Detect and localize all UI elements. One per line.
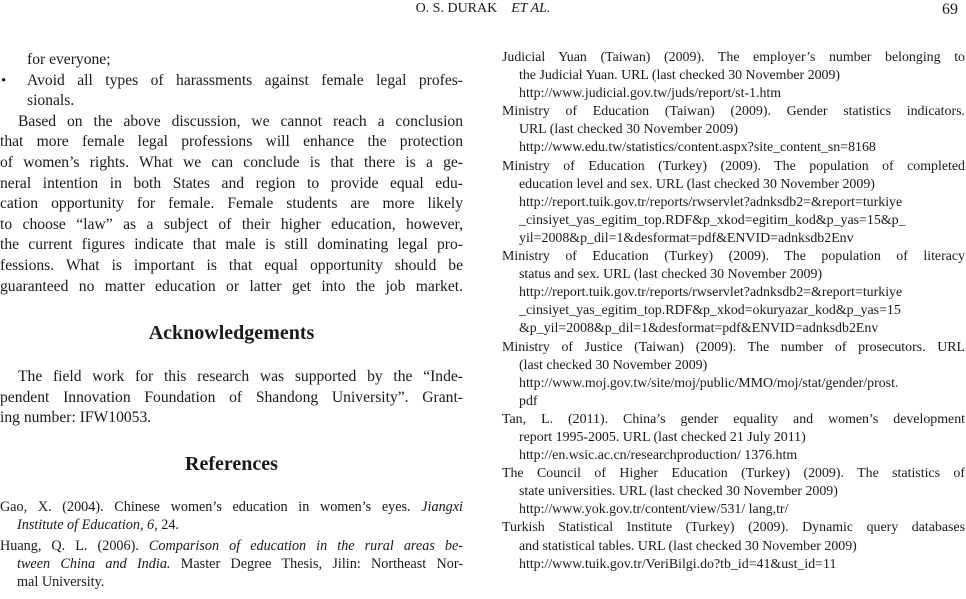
references-heading: References xyxy=(185,452,278,475)
reference-text: Master Degree Thesis, Jilin: Northeast Nor- xyxy=(170,556,463,573)
reference-url: http://www.tuik.gov.tr/VeriBilgi.do?tb_id=41&ust_id=11 xyxy=(519,556,837,572)
paragraph-line: pendent Innovation Foundation of Shandong University”. Grant- xyxy=(0,388,463,406)
acknowledgements-paragraph xyxy=(0,367,463,429)
reference-line xyxy=(0,498,463,516)
reference-entry xyxy=(502,103,965,157)
acknowledgements-heading: Acknowledgements xyxy=(148,322,315,345)
reference-text: Huang, Q. L. (2006). xyxy=(0,537,149,554)
reference-url: http://www.edu.tw/statistics/content.aspx?site_content_sn=8168 xyxy=(519,140,876,156)
reference-url: http://www.yok.gov.tr/content/view/531/ lang,tr/ xyxy=(519,502,789,518)
reference-line: Turkish Statistical Institute (Turkey) (2009). Dynamic query databases xyxy=(502,520,965,536)
left-column xyxy=(0,50,463,592)
bullet-icon: • xyxy=(1,72,7,89)
reference-url: http://www.moj.gov.tw/site/moj/public/MMO/moj/stat/gender/prost. xyxy=(519,375,899,391)
reference-line xyxy=(0,555,463,573)
paragraph-line: Based on the above discussion, we cannot reach a conclusion xyxy=(18,112,463,130)
running-head-author: O. S. DURAK xyxy=(415,1,498,16)
paragraph-line: that more female legal professions will enhance the protection xyxy=(0,133,463,151)
reference-journal: Jiangxi xyxy=(421,498,463,515)
reference-url: http://report.tuik.gov.tr/reports/rwservlet?adnksdb2=&report=turkiye xyxy=(519,194,903,210)
reference-url: http://www.judicial.gov.tw/juds/report/st-1.htm xyxy=(519,86,782,102)
running-head xyxy=(0,1,966,17)
reference-entry xyxy=(0,537,463,592)
bullet-text-line-2: sionals. xyxy=(27,92,75,110)
reference-entry xyxy=(502,519,965,573)
paragraph-line: The field work for this research was supported by the “Inde- xyxy=(18,368,463,386)
reference-url: http://en.wsic.ac.cn/researchproduction/ 1376.htm xyxy=(519,448,798,464)
reference-journal: Institute of Education, 6, xyxy=(17,517,158,534)
reference-title: Comparison of education in the rural areas be- xyxy=(148,537,463,554)
bullet-item-line xyxy=(0,71,463,92)
bullet-text-line-1: Avoid all types of harassments against female legal profes- xyxy=(27,71,463,89)
paragraph-line: fessions. What is important is that equal opportunity should be xyxy=(0,256,463,274)
reference-text: Gao, X. (2004). Chinese women’s education in women’s eyes. xyxy=(0,498,422,515)
reference-line: education level and sex. URL (last checked 30 November 2009) xyxy=(519,176,875,192)
reference-entry xyxy=(502,411,965,465)
page-number: 69 xyxy=(942,1,958,18)
reference-entry xyxy=(502,158,965,248)
reference-entry xyxy=(502,339,965,411)
reference-url: yil=2008&p_dil=1&desformat=pdf&ENVID=adnksdb2Env xyxy=(519,230,854,246)
reference-line: status and sex. URL (last checked 30 November 2009) xyxy=(519,267,823,283)
reference-url: pdf xyxy=(519,393,538,409)
reference-title: tween China and India. xyxy=(17,556,171,573)
running-head-et-al: ET AL. xyxy=(511,1,551,16)
reference-line: report 1995-2005. URL (last checked 21 July 2011) xyxy=(519,429,806,445)
references-list-left xyxy=(0,498,463,592)
paragraph-line: cation opportunity for female. Female students are more likely xyxy=(0,195,463,213)
discussion-paragraph xyxy=(0,112,463,297)
reference-line: Ministry of Education (Turkey) (2009). The population of completed xyxy=(502,158,965,174)
paragraph-line: the current figures indicate that male is still dominating legal pro- xyxy=(0,236,463,254)
reference-line: and statistical tables. URL (last checked 30 November 2009) xyxy=(519,538,857,554)
paragraph-line: guaranteed no matter education or latter get into the job market. xyxy=(0,277,463,295)
paragraph-line: neral intention in both States and region to provide equal edu- xyxy=(0,174,463,192)
list-item-continuation: for everyone; xyxy=(27,51,111,68)
reference-line: Ministry of Education (Turkey) (2009). The population of literacy xyxy=(502,249,965,265)
reference-entry xyxy=(502,49,965,103)
reference-text: 24. xyxy=(157,517,179,534)
reference-line xyxy=(0,516,463,534)
reference-url: _cinsiyet_yas_egitim_top.RDF&p_xkod=okuryazar_kod&p_yas=15 xyxy=(519,303,901,319)
reference-line: URL (last checked 30 November 2009) xyxy=(519,122,738,138)
reference-line: Ministry of Justice (Taiwan) (2009). The number of prosecutors. URL xyxy=(502,339,965,355)
reference-line: mal University. xyxy=(17,574,105,591)
paragraph-line: ing number: IFW10053. xyxy=(0,409,152,427)
paragraph-line: of women’s rights. What we can conclude is that there is a ge- xyxy=(0,153,463,171)
reference-line: The Council of Higher Education (Turkey) (2009). The statistics of xyxy=(502,466,965,482)
reference-url: &p_yil=2008&p_dil=1&desformat=pdf&ENVID=adnksdb2Env xyxy=(519,321,879,337)
reference-line xyxy=(0,537,463,555)
reference-line: Tan, L. (2011). China’s gender equality and women’s development xyxy=(502,411,965,427)
reference-url: http://report.tuik.gov.tr/reports/rwservlet?adnksdb2=&report=turkiye xyxy=(519,285,903,301)
paragraph-line: to choose “law” as a subject of their higher education, however, xyxy=(0,215,463,233)
reference-entry xyxy=(502,248,965,338)
reference-line: Ministry of Education (Taiwan) (2009). Gender statistics indicators. xyxy=(502,104,965,120)
reference-entry xyxy=(502,465,965,519)
page-header xyxy=(0,0,966,22)
right-column xyxy=(502,49,965,574)
reference-line: the Judicial Yuan. URL (last checked 30 November 2009) xyxy=(519,68,841,84)
reference-entry xyxy=(0,498,463,535)
reference-line: state universities. URL (last checked 30 November 2009) xyxy=(519,484,838,500)
reference-line: Judicial Yuan (Taiwan) (2009). The employer’s number belonging to xyxy=(502,50,965,65)
reference-url: _cinsiyet_yas_egitim_top.RDF&p_xkod=egitim_kod&p_yas=15&p_ xyxy=(519,212,906,228)
reference-line: (last checked 30 November 2009) xyxy=(519,357,708,373)
